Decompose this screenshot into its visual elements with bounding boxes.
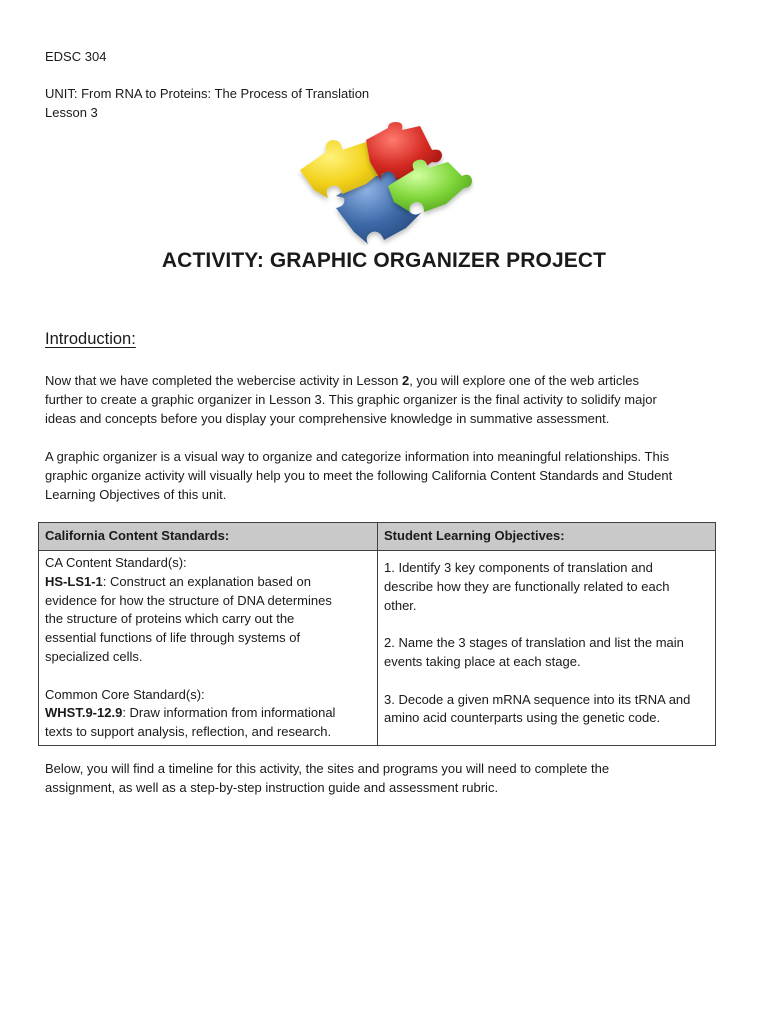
standards-column-header: California Content Standards: [39,523,378,551]
puzzle-pieces-icon [296,122,474,246]
objective-item: 2. Name the 3 stages of translation and list the main events taking place at each stage. [384,635,684,669]
intro-paragraph-2: A graphic organizer is a visual way to organize and categorize information into meaningful relationships. This graphic organize activity will visually help you to meet the following California Content Standards and Student Learning Objectives of this unit. [45,449,673,502]
table-header-row [39,523,716,551]
lesson-number: 2 [401,373,410,388]
introduction-heading: Introduction: [45,330,136,348]
standards-table [38,522,716,746]
objective-item: 3. Decode a given mRNA sequence into its tRNA and amino acid counterparts using the genetic code. [384,691,691,726]
lesson-label: Lesson 3 [45,105,98,120]
table-row [39,551,716,746]
page-title: ACTIVITY: GRAPHIC ORGANIZER PROJECT [161,249,607,272]
course-code: EDSC 304 [45,49,107,64]
objective-item: 1. Identify 3 key components of translation and describe how they are functionally related to each other. [384,560,670,613]
intro-paragraph-1: Now that we have completed the webercise activity in Lesson 2, you will explore one of the web articles further to create a graphic organizer in Lesson 3. This graphic organizer is the final activity to solidify major ideas and concepts before you display your comprehensive knowledge in summative assessment. [45,373,657,426]
unit-title: UNIT: From RNA to Proteins: The Process of Translation [45,86,370,101]
standard-code: WHST.9-12.9 [45,705,123,721]
standards-cell: CA Content Standard(s): HS-LS1-1: Construct an explanation based on evidence for how the structure of DNA determines the structure of proteins which carry out the essential functions of life through systems of specialized cells. Common Core Standard(s): WHST.9-12.9: Draw information from informational texts to support analysis, reflection, and research. [39,551,378,746]
objectives-column-header: Student Learning Objectives: [378,523,716,551]
standard-code: HS-LS1-1 [45,573,103,589]
objectives-cell [378,551,716,746]
closing-paragraph: Below, you will find a timeline for this activity, the sites and programs you will need to complete the assignment, as well as a step-by-step instruction guide and assessment rubric. [45,761,610,795]
